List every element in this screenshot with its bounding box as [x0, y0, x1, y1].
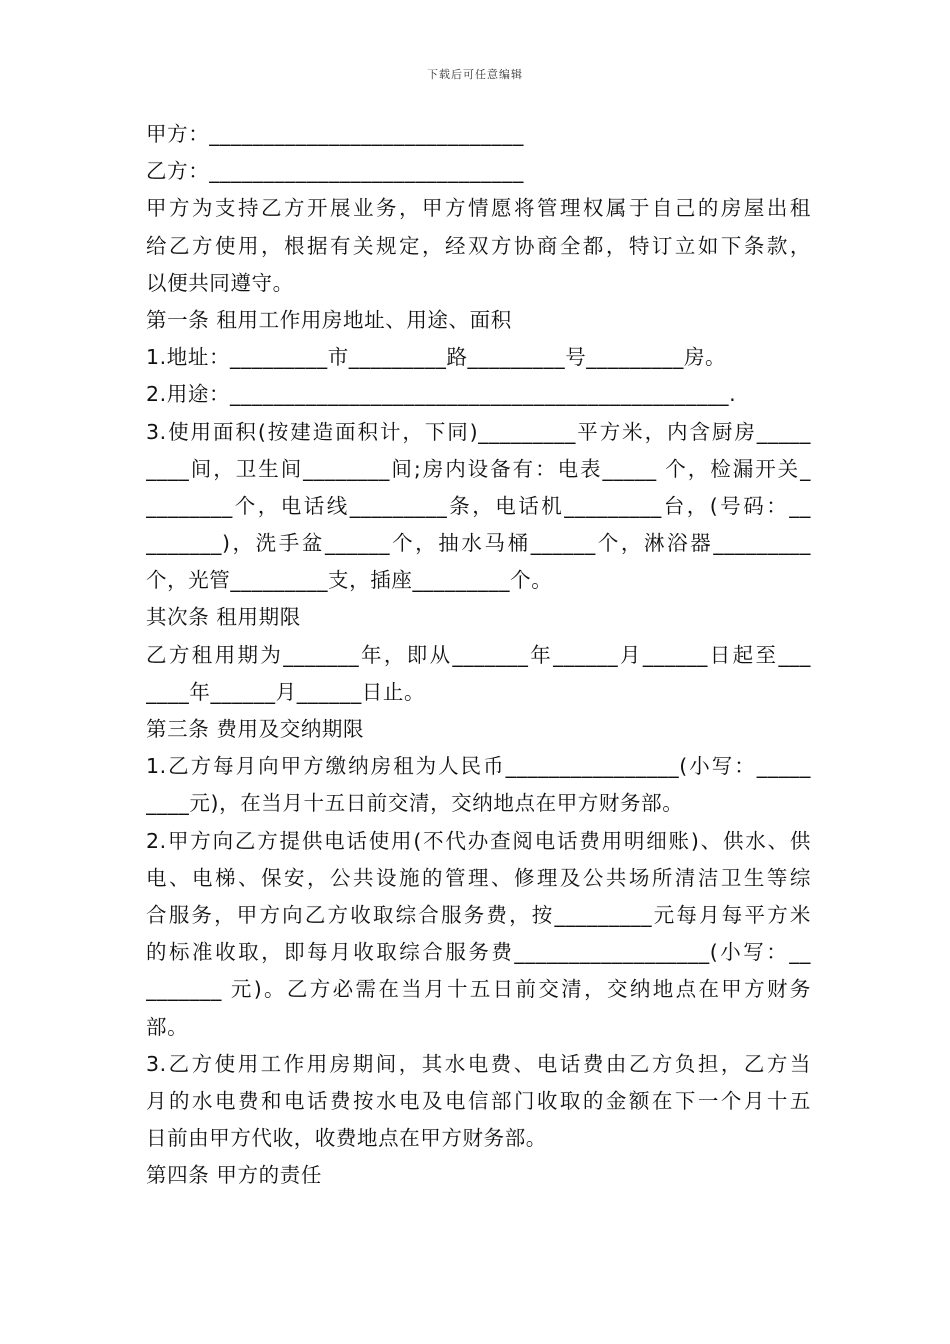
rent-line: 1.乙方每月向甲方缴纳房租为人民币________________(小写：_____	[146, 754, 811, 779]
service-fee-line: 合服务，甲方向乙方收取综合服务费，按_________元每月每平方米	[146, 902, 811, 927]
rent-line: ____元)，在当月十五日前交清，交纳地点在甲方财务部。	[146, 791, 684, 816]
header-note: 下载后可任意编辑	[427, 68, 523, 81]
article-1-heading: 第一条 租用工作用房地址、用途、面积	[146, 307, 512, 332]
area-line: _______)，洗手盆______个，抽水马桶______个，淋浴器_________	[146, 531, 811, 556]
contract-body	[146, 116, 811, 1194]
address-line: 1.地址：_________市_________路_________号_________房。	[146, 345, 727, 370]
service-fee-line: 部。	[146, 1014, 189, 1039]
service-fee-line: 2.甲方向乙方提供电话使用(不代办查阅电话费用明细账)、供水、供	[146, 828, 811, 853]
article-4-heading: 第四条 甲方的责任	[146, 1163, 322, 1188]
service-fee-line: 的标准收取，即每月收取综合服务费__________________(小写：__	[146, 940, 811, 965]
utilities-line: 日前由甲方代收，收费地点在甲方财务部。	[146, 1126, 547, 1151]
area-line: ____间，卫生间________间;房内设备有：电表_____ 个，检漏开关_	[146, 456, 811, 481]
purpose-line: 2.用途：______________________________________________.	[146, 382, 737, 407]
party-b-line: 乙方：_____________________________	[146, 159, 524, 184]
service-fee-line: _______ 元)。乙方必需在当月十五日前交清，交纳地点在甲方财务	[146, 977, 811, 1002]
party-a-line: 甲方：_____________________________	[146, 122, 524, 146]
article-2-heading: 其次条 租用期限	[146, 605, 301, 630]
preamble-line: 给乙方使用，根据有关规定，经双方协商全都，特订立如下条款，	[146, 233, 811, 258]
article-3-heading: 第三条 费用及交纳期限	[146, 717, 365, 741]
preamble-line: 以便共同遵守。	[146, 270, 294, 295]
area-line: 个，光管_________支，插座_________个。	[146, 568, 553, 593]
service-fee-line: 电、电梯、保安，公共设施的管理、修理及公共场所清洁卫生等综	[146, 865, 811, 890]
preamble-line: 甲方为支持乙方开展业务，甲方情愿将管理权属于自己的房屋出租	[146, 196, 811, 221]
utilities-line: 月的水电费和电话费按水电及电信部门收取的金额在下一个月十五	[146, 1088, 811, 1113]
term-line: ____年______月______日止。	[146, 679, 426, 704]
area-line: 3.使用面积(按建造面积计，下同)_________平方米，内含厨房_____	[146, 419, 811, 444]
area-line: ________个，电话线_________条，电话机_________台，(号码：__	[146, 493, 811, 518]
term-line: 乙方租用期为_______年，即从_______年______月______日起至___	[146, 642, 811, 667]
utilities-line: 3.乙方使用工作用房期间，其水电费、电话费由乙方负担，乙方当	[146, 1051, 811, 1076]
